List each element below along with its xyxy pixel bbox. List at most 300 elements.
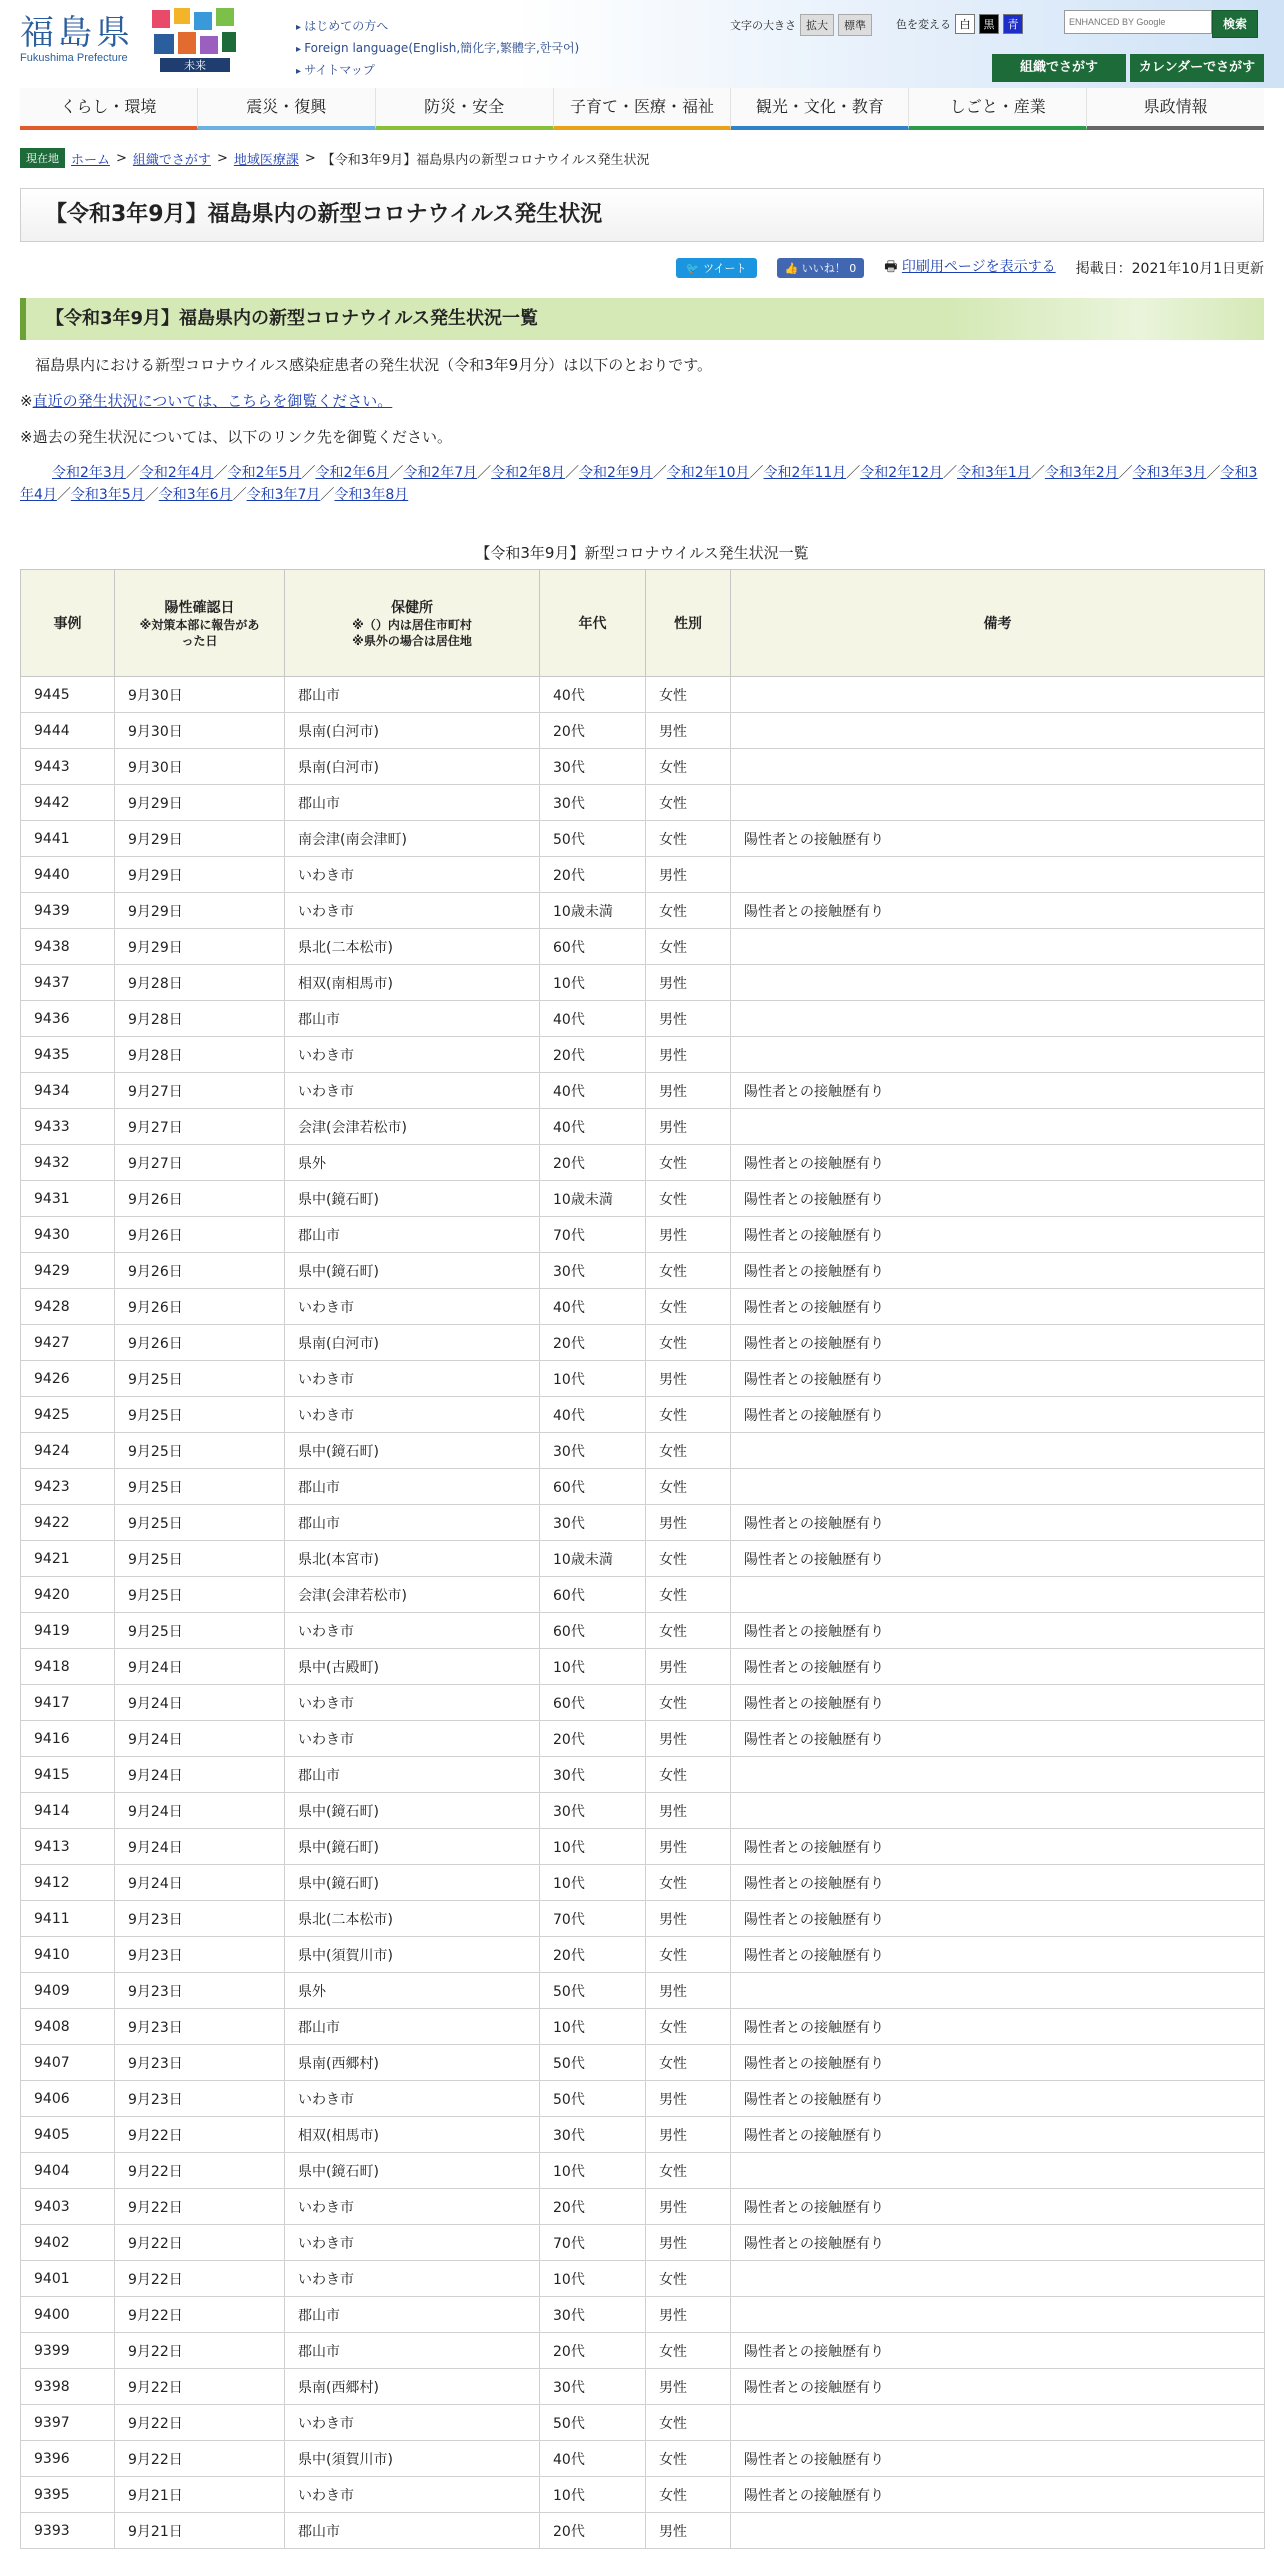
cell-notes (731, 2261, 1265, 2297)
cell-case: 9414 (21, 1793, 115, 1829)
table-row (21, 1073, 1265, 1109)
cell-notes (731, 1973, 1265, 2009)
table-row (21, 1289, 1265, 1325)
past-month-link[interactable]: 令和3年1月 (957, 465, 1031, 481)
cell-health-center: 相双(南相馬市) (285, 965, 540, 1001)
cell-health-center: 県中(須賀川市) (285, 2441, 540, 2477)
cell-age: 40代 (540, 1001, 646, 1037)
cell-age: 20代 (540, 1037, 646, 1073)
table-caption: 【令和3年9月】新型コロナウイルス発生状況一覧 (475, 544, 809, 562)
cell-case: 9397 (21, 2405, 115, 2441)
cell-age: 20代 (540, 1721, 646, 1757)
cell-sex: 女性 (646, 1469, 731, 1505)
cell-case: 9432 (21, 1145, 115, 1181)
cell-notes: 陽性者との接触歴有り (731, 2045, 1265, 2081)
cell-health-center: 郡山市 (285, 1757, 540, 1793)
cell-notes (731, 1469, 1265, 1505)
cell-age: 30代 (540, 1793, 646, 1829)
cell-sex: 女性 (646, 1577, 731, 1613)
cell-case: 9417 (21, 1685, 115, 1721)
cell-date: 9月22日 (115, 2333, 285, 2369)
cell-age: 60代 (540, 1577, 646, 1613)
cell-notes: 陽性者との接触歴有り (731, 2477, 1265, 2513)
color-white-button[interactable]: 白 (955, 14, 975, 34)
font-size-larger-button[interactable]: 拡大 (800, 14, 834, 36)
printer-icon: 🖶 (884, 259, 898, 275)
search-by-calendar-button[interactable]: カレンダーでさがす (1130, 54, 1264, 82)
cell-case: 9408 (21, 2009, 115, 2045)
cell-case: 9404 (21, 2153, 115, 2189)
cell-notes: 陽性者との接触歴有り (731, 2369, 1265, 2405)
nav-item-work-industry[interactable]: しごと・産業 (909, 88, 1087, 130)
global-navigation (20, 88, 1264, 130)
link-separator: ／ (749, 465, 764, 481)
cell-age: 40代 (540, 1397, 646, 1433)
past-month-link[interactable]: 令和3年6月 (158, 487, 233, 503)
table-row (21, 1505, 1265, 1541)
cell-date: 9月24日 (115, 1721, 285, 1757)
cell-case: 9423 (21, 1469, 115, 1505)
cell-age: 40代 (540, 1073, 646, 1109)
cell-health-center: 県中(鏡石町) (285, 1433, 540, 1469)
table-row (21, 1649, 1265, 1685)
cell-health-center: 県中(須賀川市) (285, 1937, 540, 1973)
cell-sex: 男性 (646, 857, 731, 893)
past-month-link[interactable]: 令和2年7月 (403, 465, 478, 481)
link-separator: ／ (1206, 465, 1221, 481)
table-row (21, 1001, 1265, 1037)
cell-age: 50代 (540, 2405, 646, 2441)
cell-sex: 女性 (646, 2405, 731, 2441)
past-month-link[interactable]: 令和2年5月 (227, 465, 302, 481)
table-row (21, 2189, 1265, 2225)
search-by-organization-button[interactable]: 組織でさがす (992, 54, 1126, 82)
breadcrumb: 現在地 ホーム > 組織でさがす > 地域医療課 > 【令和3年9月】福島県内の新型コロナウイルス発生状況 (20, 148, 1264, 168)
cell-case: 9431 (21, 1181, 115, 1217)
cell-sex: 女性 (646, 1937, 731, 1973)
past-month-link[interactable]: 令和2年3月 (52, 465, 126, 481)
table-row (21, 1325, 1265, 1361)
cell-age: 10歳未満 (540, 1541, 646, 1577)
nav-item-prefectural-affairs[interactable]: 県政情報 (1087, 88, 1264, 130)
cell-age: 10代 (540, 1361, 646, 1397)
cell-case: 9438 (21, 929, 115, 965)
cell-case: 9395 (21, 2477, 115, 2513)
cell-case: 9398 (21, 2369, 115, 2405)
search-input[interactable] (1064, 10, 1212, 34)
nav-item-tourism-culture[interactable]: 観光・文化・教育 (731, 88, 909, 130)
cell-health-center: 郡山市 (285, 1001, 540, 1037)
cell-case: 9419 (21, 1613, 115, 1649)
cell-health-center: いわき市 (285, 893, 540, 929)
cell-health-center: 県中(鏡石町) (285, 2153, 540, 2189)
link-separator: ／ (564, 465, 579, 481)
cell-case: 9427 (21, 1325, 115, 1361)
brand-mark-text: 未来 (184, 59, 206, 72)
cell-case: 9442 (21, 785, 115, 821)
link-first-time[interactable]: ▸ はじめての方へ (296, 16, 579, 38)
table-row (21, 1901, 1265, 1937)
header-notes: 備考 (731, 570, 1265, 677)
cell-case: 9445 (21, 677, 115, 713)
cell-age: 20代 (540, 1325, 646, 1361)
cell-date: 9月22日 (115, 2153, 285, 2189)
nav-item-disaster-recovery[interactable]: 震災・復興 (198, 88, 376, 130)
cell-health-center: 県北(二本松市) (285, 929, 540, 965)
link-separator: ／ (389, 465, 404, 481)
cell-date: 9月24日 (115, 1649, 285, 1685)
cell-notes: 陽性者との接触歴有り (731, 2333, 1265, 2369)
cell-date: 9月26日 (115, 1325, 285, 1361)
past-month-link[interactable]: 令和2年11月 (763, 465, 847, 481)
table-row (21, 1217, 1265, 1253)
recent-status-link[interactable]: 直近の発生状況については、こちらを御覧ください。 (32, 392, 393, 410)
cell-health-center: いわき市 (285, 1397, 540, 1433)
breadcrumb-department[interactable]: 地域医療課 (233, 152, 299, 168)
cell-date: 9月24日 (115, 1865, 285, 1901)
cell-date: 9月23日 (115, 2009, 285, 2045)
cell-notes: 陽性者との接触歴有り (731, 1649, 1265, 1685)
cell-sex: 女性 (646, 749, 731, 785)
cell-sex: 女性 (646, 1253, 731, 1289)
cell-age: 20代 (540, 1145, 646, 1181)
site-header (0, 0, 1284, 88)
cell-health-center: いわき市 (285, 2081, 540, 2117)
breadcrumb-home[interactable]: ホーム (71, 152, 111, 168)
cell-health-center: 郡山市 (285, 1217, 540, 1253)
table-row (21, 1181, 1265, 1217)
cell-date: 9月28日 (115, 1001, 285, 1037)
cell-sex: 男性 (646, 1973, 731, 2009)
cell-date: 9月21日 (115, 2513, 285, 2549)
header-sex: 性別 (646, 570, 731, 677)
cell-date: 9月25日 (115, 1361, 285, 1397)
site-logo[interactable] (20, 14, 134, 64)
cell-age: 40代 (540, 1289, 646, 1325)
cell-case: 9422 (21, 1505, 115, 1541)
color-black-button[interactable]: 黒 (979, 14, 999, 34)
cell-notes (731, 2297, 1265, 2333)
cell-health-center: いわき市 (285, 2261, 540, 2297)
cell-case: 9426 (21, 1361, 115, 1397)
cell-case: 9425 (21, 1397, 115, 1433)
cell-sex: 男性 (646, 1505, 731, 1541)
past-month-link[interactable]: 令和3年2月 (1044, 465, 1119, 481)
cell-date: 9月23日 (115, 2081, 285, 2117)
link-separator: ／ (301, 465, 316, 481)
cell-date: 9月22日 (115, 2117, 285, 2153)
cell-age: 70代 (540, 1901, 646, 1937)
header-case: 事例 (21, 570, 115, 677)
past-month-link[interactable]: 令和3年8月 (334, 487, 409, 503)
cell-age: 20代 (540, 713, 646, 749)
recent-note-prefix: ※ (20, 392, 33, 410)
cell-notes (731, 785, 1265, 821)
cell-date: 9月29日 (115, 857, 285, 893)
section-heading: 【令和3年9月】福島県内の新型コロナウイルス発生状況一覧 (20, 298, 1264, 340)
cell-age: 10代 (540, 2477, 646, 2513)
cell-date: 9月29日 (115, 821, 285, 857)
table-row (21, 2369, 1265, 2405)
cell-date: 9月23日 (115, 1973, 285, 2009)
cell-health-center: 県中(鏡石町) (285, 1793, 540, 1829)
past-month-link[interactable]: 令和2年4月 (139, 465, 214, 481)
cell-date: 9月22日 (115, 2369, 285, 2405)
link-separator: ／ (846, 465, 861, 481)
cell-case: 9428 (21, 1289, 115, 1325)
cell-date: 9月24日 (115, 1757, 285, 1793)
cell-case: 9413 (21, 1829, 115, 1865)
cell-sex: 女性 (646, 1145, 731, 1181)
link-separator: ／ (125, 465, 140, 481)
cell-age: 50代 (540, 2045, 646, 2081)
header-health-center: 保健所 ※（）内は居住市町村 ※県外の場合は居住地 (285, 570, 540, 677)
past-month-link[interactable]: 令和3年4月 (20, 465, 1258, 503)
cell-health-center: いわき市 (285, 1685, 540, 1721)
cell-date: 9月29日 (115, 785, 285, 821)
cell-date: 9月22日 (115, 2189, 285, 2225)
cell-date: 9月24日 (115, 1793, 285, 1829)
font-size-standard-button[interactable]: 標準 (838, 14, 872, 36)
cell-age: 20代 (540, 2513, 646, 2549)
table-row (21, 1037, 1265, 1073)
table-row (21, 2333, 1265, 2369)
cell-health-center: いわき市 (285, 1721, 540, 1757)
cell-health-center: 郡山市 (285, 677, 540, 713)
cell-case: 9399 (21, 2333, 115, 2369)
table-row (21, 2513, 1265, 2549)
cell-notes (731, 713, 1265, 749)
table-row (21, 2153, 1265, 2189)
cell-sex: 男性 (646, 1037, 731, 1073)
cell-notes: 陽性者との接触歴有り (731, 893, 1265, 929)
cell-health-center: いわき市 (285, 2225, 540, 2261)
cell-notes (731, 2153, 1265, 2189)
cell-age: 40代 (540, 2441, 646, 2477)
cell-notes (731, 1793, 1265, 1829)
cell-date: 9月23日 (115, 2045, 285, 2081)
cell-case: 9410 (21, 1937, 115, 1973)
cell-notes: 陽性者との接触歴有り (731, 1325, 1265, 1361)
cell-health-center: 郡山市 (285, 1505, 540, 1541)
table-row (21, 857, 1265, 893)
cell-notes: 陽性者との接触歴有り (731, 1901, 1265, 1937)
cell-case: 9443 (21, 749, 115, 785)
search-button[interactable]: 検索 (1212, 10, 1258, 38)
link-separator: ／ (477, 465, 492, 481)
cell-age: 20代 (540, 857, 646, 893)
link-sitemap[interactable]: ▸ サイトマップ (296, 60, 579, 82)
table-row (21, 2297, 1265, 2333)
color-control (896, 14, 1023, 34)
print-link-group (884, 256, 1055, 280)
cell-case: 9424 (21, 1433, 115, 1469)
cell-age: 60代 (540, 1685, 646, 1721)
table-row (21, 2477, 1265, 2513)
cell-age: 10代 (540, 2261, 646, 2297)
cell-age: 30代 (540, 2369, 646, 2405)
cell-notes: 陽性者との接触歴有り (731, 2081, 1265, 2117)
cell-sex: 男性 (646, 1073, 731, 1109)
link-separator: ／ (652, 465, 667, 481)
cell-notes: 陽性者との接触歴有り (731, 1181, 1265, 1217)
cell-date: 9月26日 (115, 1217, 285, 1253)
table-row (21, 2405, 1265, 2441)
breadcrumb-current: 【令和3年9月】福島県内の新型コロナウイルス発生状況 (321, 152, 650, 168)
cell-age: 20代 (540, 2189, 646, 2225)
cell-date: 9月27日 (115, 1073, 285, 1109)
cell-notes (731, 1109, 1265, 1145)
cell-health-center: 会津(会津若松市) (285, 1577, 540, 1613)
link-separator: ／ (144, 487, 159, 503)
cell-notes: 陽性者との接触歴有り (731, 2009, 1265, 2045)
cell-age: 30代 (540, 2117, 646, 2153)
cell-notes (731, 1001, 1265, 1037)
cell-sex: 女性 (646, 2261, 731, 2297)
table-row (21, 1361, 1265, 1397)
cell-health-center: 県中(鏡石町) (285, 1253, 540, 1289)
cell-case: 9434 (21, 1073, 115, 1109)
cell-age: 40代 (540, 1109, 646, 1145)
cell-sex: 女性 (646, 1685, 731, 1721)
cell-sex: 男性 (646, 1649, 731, 1685)
cell-date: 9月30日 (115, 713, 285, 749)
cell-date: 9月29日 (115, 929, 285, 965)
cell-sex: 女性 (646, 677, 731, 713)
cell-health-center: 郡山市 (285, 2333, 540, 2369)
table-row (21, 713, 1265, 749)
cell-health-center: 会津(会津若松市) (285, 1109, 540, 1145)
nav-item-living-environment[interactable]: くらし・環境 (20, 88, 198, 130)
logo-japanese: 福島県 (20, 13, 134, 53)
cell-notes: 陽性者との接触歴有り (731, 2189, 1265, 2225)
cell-notes: 陽性者との接触歴有り (731, 1829, 1265, 1865)
cell-notes: 陽性者との接触歴有り (731, 1217, 1265, 1253)
cell-age: 50代 (540, 1973, 646, 2009)
past-month-link[interactable]: 令和2年12月 (860, 465, 943, 481)
cell-notes: 陽性者との接触歴有り (731, 1541, 1265, 1577)
cell-health-center: いわき市 (285, 1037, 540, 1073)
cell-notes: 陽性者との接触歴有り (731, 1289, 1265, 1325)
cell-age: 60代 (540, 929, 646, 965)
like-label: いいね！ 0 (801, 262, 857, 275)
cell-sex: 男性 (646, 2081, 731, 2117)
cell-notes (731, 929, 1265, 965)
cell-sex: 女性 (646, 1865, 731, 1901)
cell-notes: 陽性者との接触歴有り (731, 2225, 1265, 2261)
recent-note (20, 390, 1264, 412)
color-blue-button[interactable]: 青 (1003, 14, 1023, 34)
link-separator: ／ (56, 487, 71, 503)
table-row (21, 1253, 1265, 1289)
past-month-link[interactable]: 令和2年10月 (666, 465, 750, 481)
cell-notes: 陽性者との接触歴有り (731, 821, 1265, 857)
cell-date: 9月30日 (115, 677, 285, 713)
cell-age: 60代 (540, 1613, 646, 1649)
cell-sex: 女性 (646, 929, 731, 965)
cell-case: 9407 (21, 2045, 115, 2081)
link-separator: ／ (320, 487, 335, 503)
cell-case: 9412 (21, 1865, 115, 1901)
cell-case: 9409 (21, 1973, 115, 2009)
cell-notes: 陽性者との接触歴有り (731, 1361, 1265, 1397)
cell-sex: 男性 (646, 2117, 731, 2153)
cell-date: 9月25日 (115, 1397, 285, 1433)
cell-health-center: 県南(白河市) (285, 749, 540, 785)
breadcrumb-organization[interactable]: 組織でさがす (132, 152, 211, 168)
cell-notes: 陽性者との接触歴有り (731, 1613, 1265, 1649)
cell-health-center: 郡山市 (285, 1469, 540, 1505)
cell-case: 9416 (21, 1721, 115, 1757)
page-title: 【令和3年9月】福島県内の新型コロナウイルス発生状況 (20, 188, 1264, 242)
table-header-row (21, 570, 1265, 677)
cell-age: 60代 (540, 1469, 646, 1505)
cell-age: 20代 (540, 2333, 646, 2369)
cell-case: 9433 (21, 1109, 115, 1145)
cell-sex: 男性 (646, 1721, 731, 1757)
table-row (21, 1397, 1265, 1433)
font-size-control (730, 14, 872, 36)
print-page-link[interactable]: 印刷用ページを表示する (901, 259, 1056, 275)
table-row (21, 749, 1265, 785)
past-month-link[interactable]: 令和3年3月 (1132, 465, 1207, 481)
tweet-button[interactable] (676, 258, 757, 278)
cell-case: 9415 (21, 1757, 115, 1793)
color-label: 色を変える (896, 18, 951, 31)
cell-age: 30代 (540, 785, 646, 821)
cell-sex: 女性 (646, 893, 731, 929)
table-row (21, 785, 1265, 821)
cell-sex: 女性 (646, 1289, 731, 1325)
cell-case: 9406 (21, 2081, 115, 2117)
cell-date: 9月26日 (115, 1181, 285, 1217)
cell-case: 9437 (21, 965, 115, 1001)
cell-notes: 陽性者との接触歴有り (731, 1505, 1265, 1541)
cell-sex: 女性 (646, 1541, 731, 1577)
cell-sex: 男性 (646, 713, 731, 749)
past-month-link[interactable]: 令和2年9月 (578, 465, 653, 481)
past-month-link[interactable]: 令和3年7月 (246, 487, 321, 503)
cell-case: 9401 (21, 2261, 115, 2297)
table-row (21, 821, 1265, 857)
cell-sex: 女性 (646, 2009, 731, 2045)
cell-sex: 男性 (646, 1001, 731, 1037)
cell-notes: 陽性者との接触歴有り (731, 1253, 1265, 1289)
cell-notes: 陽性者との接触歴有り (731, 1685, 1265, 1721)
cell-sex: 女性 (646, 1181, 731, 1217)
past-month-link[interactable]: 令和3年5月 (70, 487, 145, 503)
cell-date: 9月25日 (115, 1433, 285, 1469)
table-row (21, 1973, 1265, 2009)
cases-table (20, 569, 1265, 2549)
site-search (1064, 10, 1258, 38)
nav-item-safety[interactable]: 防災・安全 (376, 88, 554, 130)
nav-item-childcare-medical[interactable]: 子育て・医療・福祉 (554, 88, 732, 130)
cell-notes (731, 1577, 1265, 1613)
cell-case: 9430 (21, 1217, 115, 1253)
cell-sex: 男性 (646, 1901, 731, 1937)
cell-age: 70代 (540, 1217, 646, 1253)
cell-notes: 陽性者との接触歴有り (731, 1145, 1265, 1181)
like-button[interactable] (777, 258, 865, 278)
cell-date: 9月23日 (115, 1937, 285, 1973)
cell-sex: 女性 (646, 1433, 731, 1469)
cell-notes (731, 677, 1265, 713)
past-month-link[interactable]: 令和2年6月 (315, 465, 390, 481)
past-month-link[interactable]: 令和2年8月 (491, 465, 565, 481)
cell-case: 9400 (21, 2297, 115, 2333)
link-foreign-language[interactable]: ▸ Foreign language(English,簡化字,繁體字,한국어) (296, 38, 579, 60)
